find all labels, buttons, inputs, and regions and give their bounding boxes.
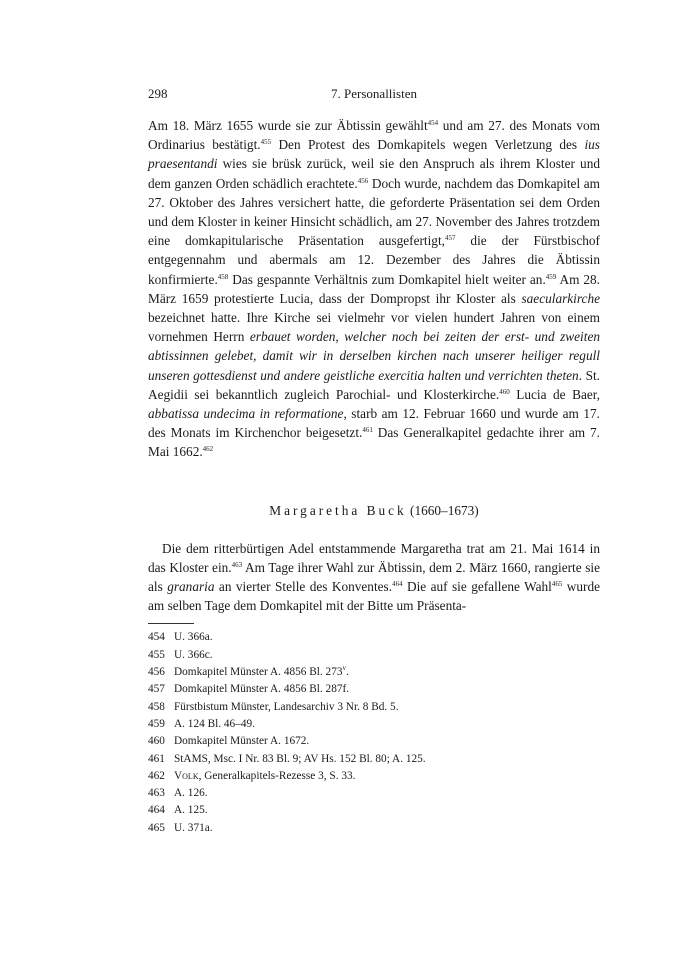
heading-years: (1660–1673) [410, 502, 479, 518]
footnote [148, 820, 600, 837]
footnote-number: 459 [148, 717, 165, 730]
footnote-ref[interactable]: 456 [357, 176, 369, 185]
footnote [148, 733, 600, 750]
footnote-number: 457 [148, 683, 165, 696]
footnote-ref[interactable]: 454 [427, 119, 439, 127]
footnote [148, 768, 600, 785]
footnote [148, 716, 600, 733]
footnote-number: 461 [148, 752, 165, 765]
footnote-ref[interactable]: 458 [217, 272, 229, 281]
footnote [148, 751, 600, 768]
footnote-ref[interactable]: 455 [260, 138, 272, 147]
running-title: 7. Personallisten [331, 86, 417, 101]
footnote [148, 681, 600, 698]
footnote-ref[interactable]: 462 [202, 445, 214, 454]
footnote-ref[interactable]: 465 [551, 580, 563, 589]
footnote-ref[interactable]: 464 [392, 580, 403, 589]
footnote-number: 456 [148, 666, 165, 679]
footnote-text: A. 126. [174, 787, 208, 800]
footnote-number: 460 [148, 735, 165, 748]
footnote [148, 664, 600, 681]
heading-name: Margaretha Buck [269, 502, 407, 518]
footnote [148, 785, 600, 802]
footnote [148, 699, 600, 716]
footnote-ref[interactable]: 457 [444, 234, 456, 243]
footnote-ref[interactable]: 463 [231, 560, 243, 569]
main-text [148, 116, 600, 615]
footnote-number: 462 [148, 769, 165, 782]
footnote-number: 464 [148, 804, 165, 817]
footnote-text: StAMS, Msc. I Nr. 83 Bl. 9; AV Hs. 152 Bl. 80; A. 125. [174, 752, 426, 765]
paragraph-lucia: Am 18. März 1655 wurde sie zur Äbtissin gewählt$^{454}$ und am 27. des Monats vom Ordinarius bestätigt.$^{455}$ Den Protest des Domkapitels wegen Verletzung des ius praesentandi wies sie brüsk zurück, weil sie den Anspruch als ihrem Kloster und dem ganzen Orden schädlich erachtete.$^{456}$ Doch wurde, nachdem das Domkapitel am 27. Oktober des Jahres versichert hatte, die geforderte Präsentation sei dem Orden und dem Kloster in keiner Hinsicht schädlich, am 27. November des Jahres trotzdem eine domkapitularische Präsentation ausgefertigt,$^{457}$ die der Fürstbischof entgegennahm und abermals am 12. Dezember des Jahres die Äbtissin konfirmierte.$^{458}$ Das gespannte Verhältnis zum Domkapitel hielt weiter an.$^{459}$ Am 28. März 1659 protestierte Lucia, dass der Dompropst ihr Kloster als saecularkirche bezeichnet hatte. Ihre Kirche sei vielmehr vor vielen hundert Jahren von einem vornehmen Herrn erbauet worden, welcher noch bei zeiten der erst- und zweiten abtissinnen gelebet, damit wir in derselben kirchen nach unserer heiliger regull unseren gottesdienst und andere geistliche exercitia halten und verrichten theten. St. Aegidii sei bekanntlich zugleich Parochial- und Klosterkirche.$^{460}$ Lucia de Baer, abbatissa undecima in reformatione, starb am 12. Februar 1660 und wurde am 17. des Monats im Kirchenchor beigesetzt.$^{461}$ Das Generalkapitel gedachte ihrer am 7. Mai 1662.$^{462}$ [148, 118, 601, 460]
footnote-text: A. 125. [174, 804, 208, 817]
footnote [148, 647, 600, 664]
footnote-text: U. 371a. [174, 821, 213, 834]
footnote-text: Domkapitel Münster A. 4856 Bl. 287f. [174, 683, 350, 696]
footnote-text: Domkapitel Münster A. 4856 Bl. 273$^v$. [174, 664, 349, 679]
page [148, 86, 600, 837]
footnote-ref[interactable]: 461 [362, 426, 373, 435]
footnote-number: 454 [148, 631, 165, 644]
footnote-text: U. 366c. [174, 648, 213, 661]
footnote-divider [148, 623, 194, 624]
footnote-text: U. 366a. [174, 631, 213, 644]
footnote [148, 802, 600, 819]
footnote-number: 465 [148, 821, 165, 834]
footnote-number: 463 [148, 787, 165, 800]
footnote-text: Domkapitel Münster A. 1672. [174, 735, 310, 748]
footnote-number: 455 [148, 648, 165, 661]
footnotes [148, 629, 600, 837]
footnote-text: A. 124 Bl. 46–49. [174, 717, 255, 730]
section-heading [148, 503, 600, 519]
footnote-text: Fürstbistum Münster, Landesarchiv 3 Nr. 8 Bd. 5. [174, 700, 399, 713]
footnote-ref[interactable]: 460 [499, 387, 510, 396]
footnote [148, 629, 600, 646]
footnote-number: 458 [148, 700, 165, 713]
paragraph-margaretha: Die dem ritterbürtigen Adel entstammende Margaretha trat am 21. Mai 1614 in das Kloster ein.$^{463}$ Am Tage ihrer Wahl zur Äbtissin, dem 2. März 1660, rangierte sie als granaria an vierter Stelle des Konventes.$^{464}$ Die auf sie gefallene Wahl$^{465}$ wurde am selben Tage dem Domkapitel mit der Bitte um Präsenta- [148, 540, 600, 614]
page-header [148, 86, 600, 104]
footnote-ref[interactable]: 459 [545, 272, 557, 281]
page-number: 298 [148, 86, 168, 101]
footnote-text: Volk, Generalkapitels-Rezesse 3, S. 33. [174, 769, 356, 782]
